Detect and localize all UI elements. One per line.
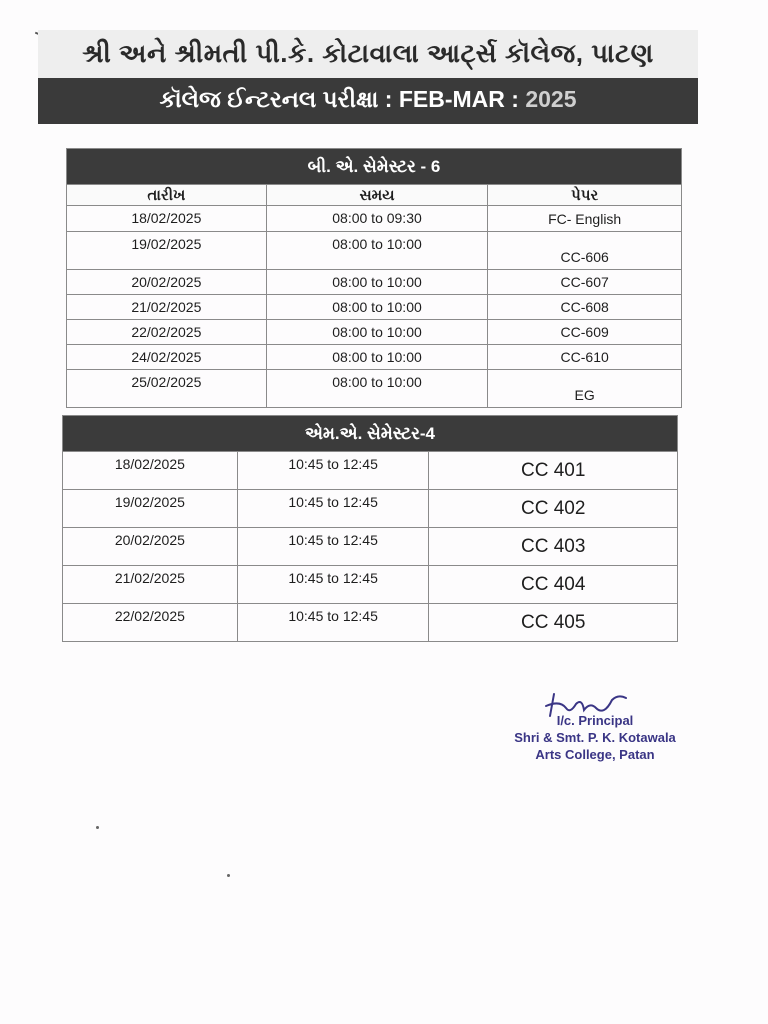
scan-speck <box>227 874 230 877</box>
table-row <box>67 270 682 295</box>
college-name-line: Shri & Smt. P. K. Kotawala <box>514 730 676 745</box>
row-paper: CC-608 <box>488 295 682 320</box>
column-header-date: તારીખ <box>67 185 267 206</box>
row-time: 08:00 to 10:00 <box>266 232 488 270</box>
ba-section-title: બી. એ. સેમેસ્ટર - 6 <box>67 149 682 185</box>
row-paper: CC 404 <box>429 566 678 604</box>
ma-semester-4-table <box>62 415 678 642</box>
row-time: 10:45 to 12:45 <box>237 604 429 642</box>
row-time: 08:00 to 10:00 <box>266 320 488 345</box>
row-paper: FC- English <box>488 206 682 232</box>
row-time: 10:45 to 12:45 <box>237 490 429 528</box>
row-paper: EG <box>488 370 682 408</box>
row-paper: CC-609 <box>488 320 682 345</box>
row-date: 19/02/2025 <box>67 232 267 270</box>
row-paper: CC 403 <box>429 528 678 566</box>
table-row <box>67 206 682 232</box>
row-time: 08:00 to 10:00 <box>266 345 488 370</box>
row-paper: CC-607 <box>488 270 682 295</box>
principal-title: I/c. Principal <box>556 713 634 728</box>
row-date: 22/02/2025 <box>63 604 238 642</box>
college-title: શ્રી અને શ્રીમતી પી.કે. કોટાવાલા આર્ટ્સ કૉલેજ, પાટણ <box>82 38 654 68</box>
row-time: 10:45 to 12:45 <box>237 528 429 566</box>
table-row <box>67 370 682 408</box>
row-paper: CC 402 <box>429 490 678 528</box>
row-date: 18/02/2025 <box>63 452 238 490</box>
row-date: 20/02/2025 <box>63 528 238 566</box>
table-row <box>67 232 682 270</box>
table-row <box>63 490 678 528</box>
ba-semester-6-table <box>66 148 682 408</box>
row-date: 21/02/2025 <box>63 566 238 604</box>
table-row <box>63 528 678 566</box>
row-date: 19/02/2025 <box>63 490 238 528</box>
title-band <box>38 30 698 78</box>
row-time: 08:00 to 10:00 <box>266 370 488 408</box>
table-row <box>67 320 682 345</box>
college-location-line: Arts College, Patan <box>535 747 655 762</box>
table-row <box>63 604 678 642</box>
row-date: 25/02/2025 <box>67 370 267 408</box>
principal-signature-block <box>500 690 690 763</box>
exam-year: 2025 <box>525 86 577 112</box>
table-row <box>63 566 678 604</box>
row-date: 22/02/2025 <box>67 320 267 345</box>
table-row <box>63 452 678 490</box>
row-time: 10:45 to 12:45 <box>237 566 429 604</box>
row-time: 10:45 to 12:45 <box>237 452 429 490</box>
row-paper: CC-610 <box>488 345 682 370</box>
scan-speck <box>96 826 99 829</box>
row-date: 18/02/2025 <box>67 206 267 232</box>
column-header-time: સમય <box>266 185 488 206</box>
table-row <box>67 345 682 370</box>
exam-subtitle-prefix: કૉલેજ ઈન્ટરનલ પરીક્ષા : FEB-MAR : <box>159 86 519 112</box>
row-time: 08:00 to 09:30 <box>266 206 488 232</box>
exam-subtitle <box>38 86 698 113</box>
column-header-paper: પેપર <box>488 185 682 206</box>
row-paper: CC 405 <box>429 604 678 642</box>
row-date: 20/02/2025 <box>67 270 267 295</box>
row-paper: CC 401 <box>429 452 678 490</box>
subtitle-band <box>38 78 698 124</box>
row-time: 08:00 to 10:00 <box>266 295 488 320</box>
row-date: 21/02/2025 <box>67 295 267 320</box>
ma-section-title: એમ.એ. સેમેસ્ટર-4 <box>63 416 678 452</box>
row-time: 08:00 to 10:00 <box>266 270 488 295</box>
table-row <box>67 295 682 320</box>
row-date: 24/02/2025 <box>67 345 267 370</box>
row-paper: CC-606 <box>488 232 682 270</box>
